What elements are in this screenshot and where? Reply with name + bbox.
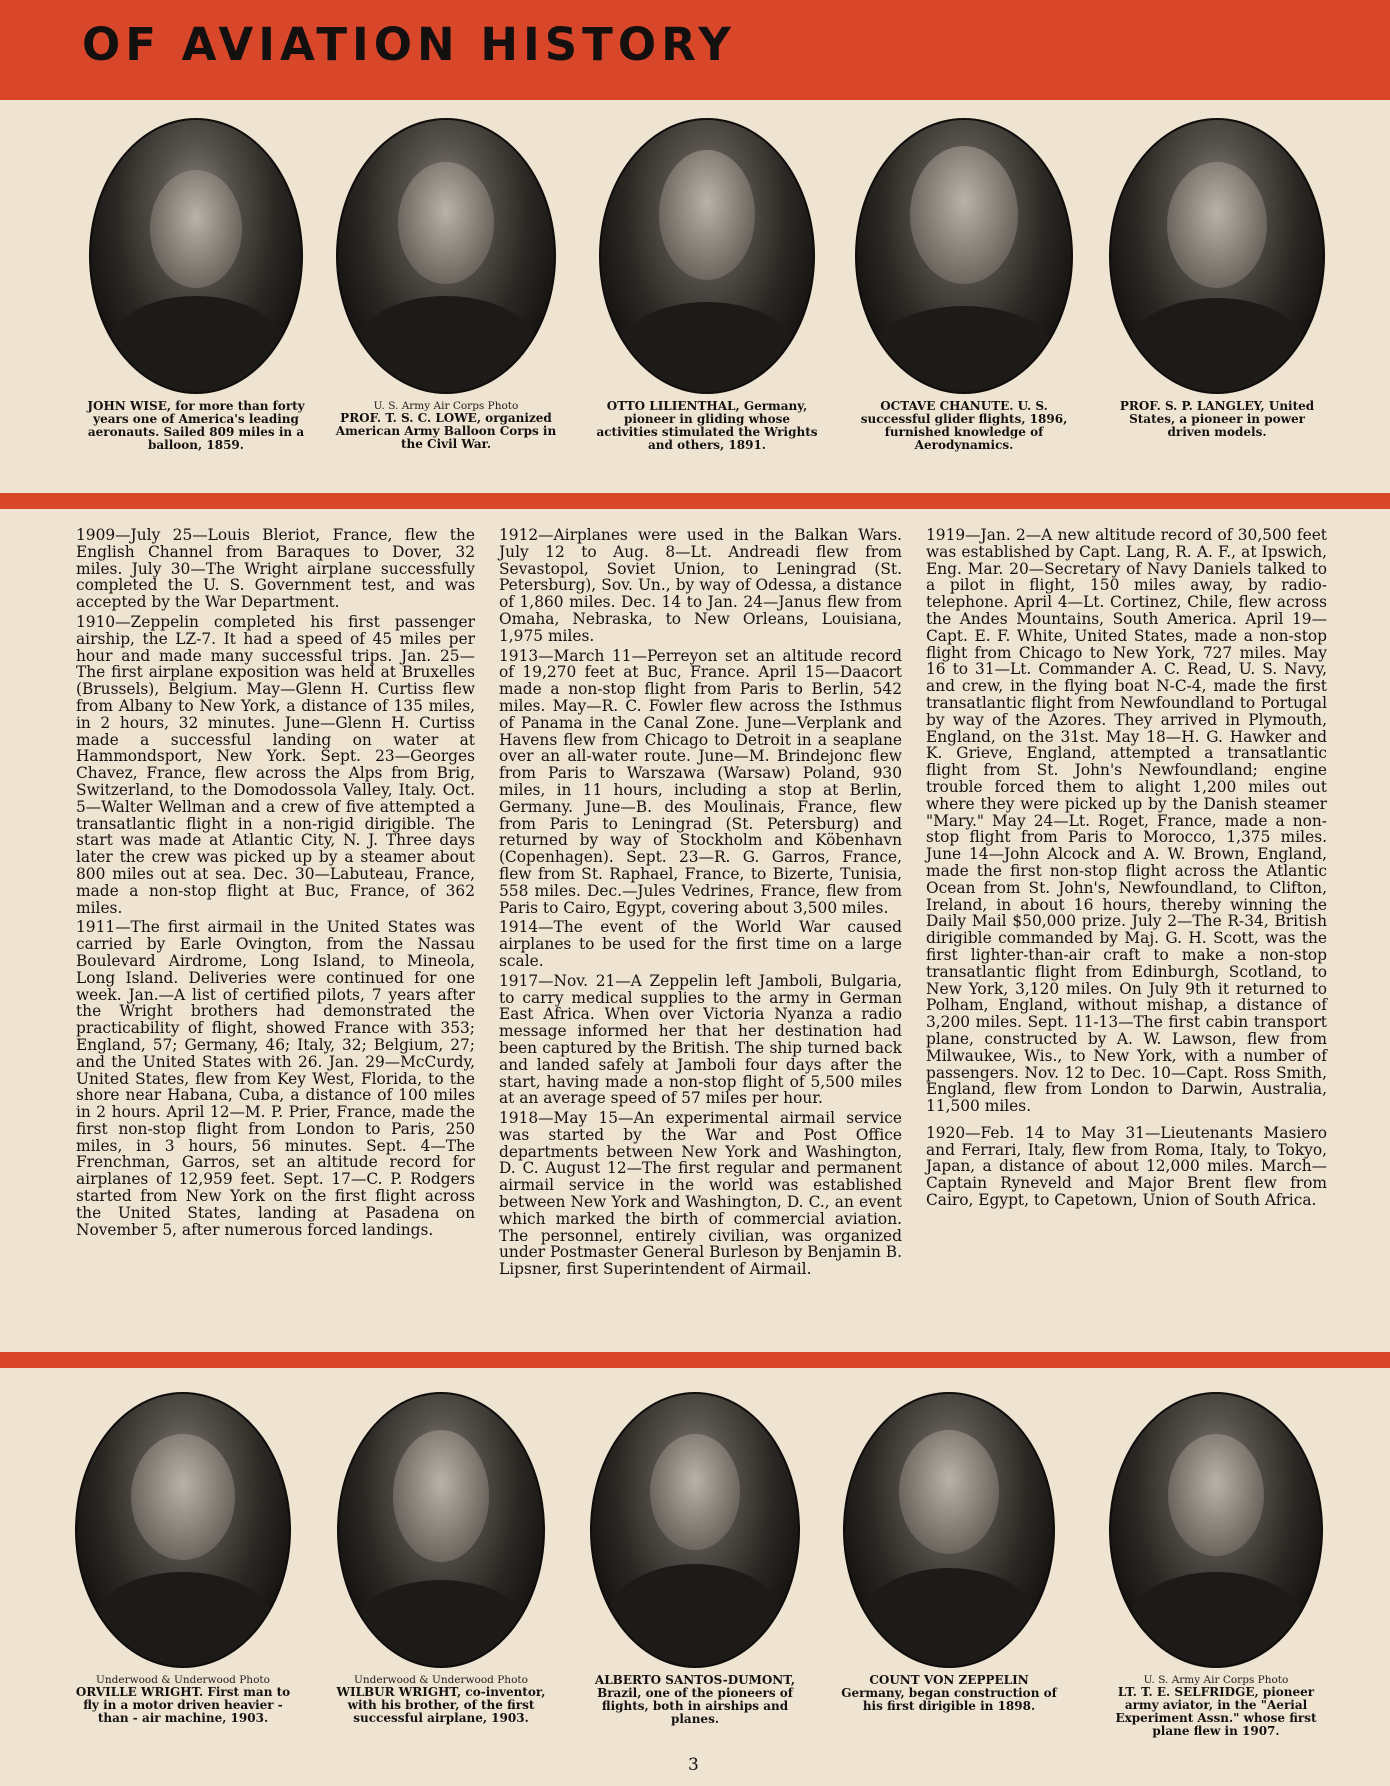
timeline-entry: 1909—July 25—Louis Bleriot, France, flew the English Channel from Baraques to Dover, 32 miles. July 30—The Wright airplane successfully completed the U. S. Government test, and was accepted by the War Department. <box>76 526 475 612</box>
timeline-entry: 1914—The event of the World War caused airplanes to be used for the first time on a large scale. <box>499 918 902 970</box>
portrait-caption: OTTO LILIENTHAL, Germany, pioneer in gliding whose activities stimulated the Wrights and others, 1891. <box>596 399 818 452</box>
photo-credit: U. S. Army Air Corps Photo <box>1143 1674 1289 1686</box>
portrait-caption: JOHN WISE, for more than forty years one of America's leading aeronauts. Sailed 809 miles in a balloon, 1859. <box>87 399 305 452</box>
portrait-santos-dumont <box>587 1392 803 1726</box>
portrait-caption: PROF. T. S. C. LOWE, organized American Army Balloon Corps in the Civil War. <box>335 411 557 451</box>
timeline-entry: 1913—March 11—Perreyon set an altitude record of 19,270 feet at Buc, France. April 15—Daacort made a non-stop flight from Paris to Berlin, 542 miles. May—R. C. Fowler flew across the Isthmus of Panama in the Canal Zone. June—Verplank and Havens flew from Chicago to Detroit in a seaplane over an all-water route. June—M. Brindejonc flew from Paris to Warszawa (Warsaw) Poland, 930 miles, in 11 hours, including a stop at Berlin, Germany. June—B. des Moulinais, France, flew from Paris to Leningrad (St. Petersburg) and returned by way of Stockholm and Köbenhavn (Copenhagen). Sept. 23—R. G. Garros, France, flew from St. Raphael, France, to Bizerte, Tunisia, 558 miles. Dec.—Jules Vedrines, France, flew from Paris to Cairo, Egypt, covering about 3,500 miles. <box>499 646 902 917</box>
portrait-photo <box>89 118 303 394</box>
portrait-photo <box>1109 118 1325 394</box>
timeline-entry: 1920—Feb. 14 to May 31—Lieutenants Masiero and Ferrari, Italy, flew from Roma, Italy, to Tokyo, Japan, a distance of about 12,000 miles. March—Captain Ryneveld and Major Brent flew from Cairo, Egypt, to Capetown, Union of South Africa. <box>926 1123 1327 1210</box>
timeline-entry: 1911—The first airmail in the United States was carried by Earle Ovington, from the Nassau Boulevard Airdrome, Long Island, to Mineola, Long Island. Deliveries were continued for one week. Jan.—A list of certified pilots, 7 years after the Wright brothers had demonstrated the practicability of flight, showed France with 353; England, 57; Germany, 46; Italy, 32; Belgium, 27; and the United States with 26. Jan. 29—McCurdy, United States, flew from Key West, Florida, to the shore near Habana, Cuba, a distance of 100 miles in 2 hours. April 12—M. P. Prier, France, made the first non-stop flight from London to Paris, 250 miles, in 3 hours, 56 minutes. Sept. 4—The Frenchman, Garros, set an altitude record for airplanes of 12,959 feet. Sept. 17—C. P. Rodgers started from New York on the first flight across the United States, landing at Pasadena on November 5, after numerous forced landings. <box>76 918 475 1239</box>
portrait-chanute <box>852 118 1076 452</box>
portrait-caption: WILBUR WRIGHT, co-inventor, with his brother, of the first successful airplane, 1903. <box>336 1685 546 1725</box>
portrait-caption: ALBERTO SANTOS-DUMONT, Brazil, one of the pioneers of flights, both in airships and planes. <box>594 1673 796 1726</box>
portrait-von-zeppelin <box>840 1392 1058 1713</box>
timeline-column-1 <box>76 527 475 1241</box>
photo-credit: Underwood & Underwood Photo <box>354 1674 528 1686</box>
portrait-caption: OCTAVE CHANUTE. U. S. successful glider flights, 1896, furnished knowledge of Aerodynamics. <box>860 399 1068 452</box>
portrait-lilienthal <box>596 118 818 452</box>
timeline-entry: 1912—Airplanes were used in the Balkan Wars. July 12 to Aug. 8—Lt. Andreadi flew from Sevastopol, Soviet Union, to Leningrad (St. Petersburg), Sov. Un., by way of Odessa, a distance of 1,860 miles. Dec. 14 to Jan. 24—Janus flew from Omaha, Nebraska, to New Orleans, Louisiana, 1,975 miles. <box>499 526 902 645</box>
timeline-column-3 <box>926 527 1327 1212</box>
portrait-caption: LT. T. E. SELFRIDGE, pioneer army aviator, in the "Aerial Experiment Assn." whose first plane flew in 1907. <box>1115 1685 1317 1738</box>
portrait-wilbur-wright <box>334 1392 548 1725</box>
divider-rule <box>0 1352 1390 1368</box>
timeline-entry: 1917—Nov. 21—A Zeppelin left Jamboli, Bulgaria, to carry medical supplies to the army in German East Africa. When over Victoria Nyanza a radio message informed her that her destination had been captured by the British. The ship turned back and landed safely at Jamboli four days after the start, having made a non-stop flight of 5,500 miles at an average speed of 57 miles per hour. <box>499 971 902 1108</box>
divider-rule <box>0 493 1390 509</box>
page-title: OF AVIATION HISTORY <box>82 18 736 71</box>
portrait-caption: PROF. S. P. LANGLEY, United States, a pioneer in power driven models. <box>1119 399 1315 439</box>
portrait-photo <box>337 1392 545 1668</box>
portrait-langley <box>1106 118 1328 439</box>
photo-credit: U. S. Army Air Corps Photo <box>373 400 519 412</box>
page-number: 3 <box>688 1755 699 1775</box>
portrait-photo <box>855 118 1073 394</box>
portrait-orville-wright <box>72 1392 294 1725</box>
title-banner <box>0 0 1390 100</box>
portrait-caption: COUNT VON ZEPPELIN Germany, began construction of his first dirigible in 1898. <box>841 1673 1057 1713</box>
timeline-entry: 1910—Zeppelin completed his first passenger airship, the LZ-7. It had a speed of 45 miles per hour and made many successful trips. Jan. 25—The first airplane exposition was held at Bruxelles (Brussels), Belgium. May—Glenn H. Curtiss flew from Albany to New York, a distance of 135 miles, in 2 hours, 32 minutes. June—Glenn H. Curtiss made a successful landing on water at Hammondsport, New York. Sept. 23—Georges Chavez, France, flew across the Alps from Brig, Switzerland, to the Domodossola Valley, Italy. Oct. 5—Walter Wellman and a crew of five attempted a transatlantic flight in a non-rigid dirigible. The start was made at Atlantic City, N. J. Three days later the crew was picked up by a steamer about 800 miles out at sea. Dec. 30—Labuteau, France, made a non-stop flight at Buc, France, of 362 miles. <box>76 612 475 917</box>
timeline-entry: 1918—May 15—An experimental airmail service was started by the War and Post Office departments between New York and Washington, D. C. August 12—The first regular and permanent airmail service in the world was established between New York and Washington, D. C., an event which marked the birth of commercial aviation. The personnel, entirely civilian, was organized under Postmaster General Burleson by Benjamin B. Lipsner, first Superintendent of Airmail. <box>499 1109 902 1279</box>
timeline-column-2 <box>499 527 902 1281</box>
portrait-photo <box>590 1392 800 1668</box>
portrait-lowe <box>333 118 559 451</box>
portrait-john-wise <box>86 118 306 452</box>
portrait-selfridge <box>1106 1392 1326 1738</box>
portrait-photo <box>1109 1392 1323 1668</box>
portrait-caption: ORVILLE WRIGHT. First man to fly in a motor driven heavier - than - air machine, 1903. <box>75 1685 291 1725</box>
timeline-entry: 1919—Jan. 2—A new altitude record of 30,500 feet was established by Capt. Lang, R. A. F., at Ipswich, Eng. Mar. 20—Secretary of Navy Daniels talked to a pilot in flight, 150 miles away, by radio-telephone. April 4—Lt. Cortinez, Chile, flew across the Andes Mountains, South America. April 19—Capt. E. F. White, United States, made a non-stop flight from Chicago to New York, 727 miles. May 16 to 31—Lt. Commander A. C. Read, U. S. Navy, and crew, in the flying boat N-C-4, made the first transatlantic flight from Newfoundland to Portugal by way of the Azores. They arrived in Plymouth, England, on the 31st. May 18—H. G. Hawker and K. Grieve, England, attempted a transatlantic flight from St. John's Newfoundland; engine trouble forced them to alight 1,200 miles out where they were picked up by the Danish steamer "Mary." May 24—Lt. Roget, France, made a non-stop flight from Paris to Morocco, 1,375 miles. June 14—John Alcock and A. W. Brown, England, made the first non-stop flight across the Atlantic Ocean from St. John's, Newfoundland, to Clifton, Ireland, in about 16 hours, thereby winning the Daily Mail $50,000 prize. July 2—The R-34, British dirigible commanded by Maj. G. H. Scott, was the first lighter-than-air craft to make a non-stop transatlantic flight from Edinburgh, Scotland, to New York, 3,120 miles. On July 9th it returned to Polham, England, without mishap, a distance of 3,200 miles. Sept. 11-13—The first cabin transport plane, constructed by A. W. Lawson, flew from Milwaukee, Wis., to New York, with a number of passengers. Nov. 12 to Dec. 10—Capt. Ross Smith, England, flew from London to Darwin, Australia, 11,500 miles. <box>926 526 1327 1116</box>
photo-credit: Underwood & Underwood Photo <box>96 1674 270 1686</box>
portrait-photo <box>75 1392 291 1668</box>
portrait-photo <box>599 118 815 394</box>
portrait-photo <box>843 1392 1055 1668</box>
portrait-photo <box>336 118 556 394</box>
